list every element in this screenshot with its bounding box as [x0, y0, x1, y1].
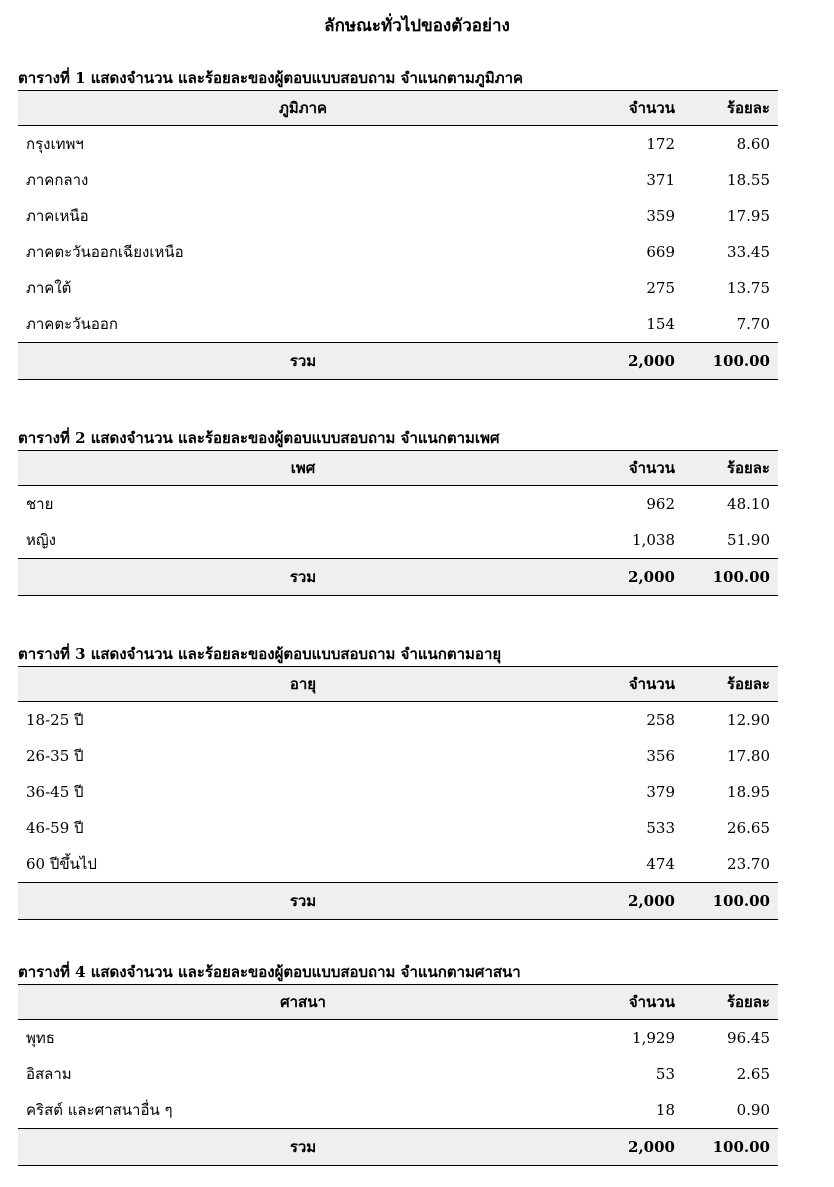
total-label: รวม: [18, 883, 588, 920]
row-count: 669: [646, 243, 675, 261]
column-header-percent: ร้อยละ: [683, 451, 778, 486]
row-percent: 18.55: [727, 171, 770, 189]
total-row: [18, 559, 778, 596]
row-label: อิสลาม: [26, 1065, 72, 1083]
table-caption: ตารางที่ 3 แสดงจำนวน และร้อยละของผู้ตอบแบบสอบถาม จำแนกตามอายุ: [18, 645, 502, 663]
total-percent: 100.00: [683, 883, 778, 920]
table-religion: [18, 960, 778, 1166]
column-header-count: จำนวน: [588, 667, 683, 702]
row-label: 46-59 ปี: [26, 819, 84, 837]
column-header-percent: ร้อยละ: [683, 91, 778, 126]
row-label: ชาย: [26, 495, 54, 513]
row-percent: 0.90: [736, 1101, 770, 1119]
row-count: 154: [646, 315, 675, 333]
row-label: 36-45 ปี: [26, 783, 84, 801]
table-row: [18, 702, 778, 739]
total-count: 2,000: [588, 883, 683, 920]
table-row: [18, 270, 778, 306]
row-percent: 17.95: [727, 207, 770, 225]
table-row: [18, 774, 778, 810]
row-percent: 8.60: [736, 135, 770, 153]
row-label: คริสต์ และศาสนาอื่น ๆ: [26, 1101, 173, 1119]
column-header-category: ภูมิภาค: [18, 91, 588, 126]
table-row: [18, 198, 778, 234]
column-header-count: จำนวน: [588, 91, 683, 126]
row-count: 474: [646, 855, 675, 873]
row-percent: 48.10: [727, 495, 770, 513]
row-count: 1,038: [632, 531, 675, 549]
page-title: ลักษณะทั่วไปของตัวอย่าง: [324, 16, 510, 36]
table-row: [18, 126, 778, 163]
table-row: [18, 1056, 778, 1092]
row-percent: 2.65: [736, 1065, 770, 1083]
table-header-row: [18, 451, 778, 486]
table-row: [18, 162, 778, 198]
total-label: รวม: [18, 559, 588, 596]
table-caption: ตารางที่ 2 แสดงจำนวน และร้อยละของผู้ตอบแบบสอบถาม จำแนกตามเพศ: [18, 429, 500, 447]
row-percent: 7.70: [736, 315, 770, 333]
row-label: พุทธ: [26, 1029, 55, 1047]
total-label: รวม: [18, 1129, 588, 1166]
table-row: [18, 846, 778, 883]
table-gender: [18, 426, 778, 596]
total-count: 2,000: [588, 1129, 683, 1166]
table-header-row: [18, 91, 778, 126]
row-percent: 12.90: [727, 711, 770, 729]
row-count: 1,929: [632, 1029, 675, 1047]
table-row: [18, 486, 778, 523]
row-percent: 18.95: [727, 783, 770, 801]
total-count: 2,000: [588, 559, 683, 596]
table-row: [18, 522, 778, 559]
column-header-category: เพศ: [18, 451, 588, 486]
table-row: [18, 306, 778, 343]
table-row: [18, 738, 778, 774]
total-percent: 100.00: [683, 1129, 778, 1166]
total-row: [18, 343, 778, 380]
data-table: [18, 984, 778, 1166]
table-row: [18, 1020, 778, 1057]
row-count: 53: [655, 1065, 675, 1083]
table-caption: ตารางที่ 1 แสดงจำนวน และร้อยละของผู้ตอบแบบสอบถาม จำแนกตามภูมิภาค: [18, 69, 524, 87]
row-count: 172: [646, 135, 675, 153]
row-label: กรุงเทพฯ: [26, 135, 84, 153]
row-percent: 96.45: [727, 1029, 770, 1047]
row-label: ภาคตะวันออก: [26, 315, 118, 333]
row-label: ภาคเหนือ: [26, 207, 89, 225]
total-count: 2,000: [588, 343, 683, 380]
total-percent: 100.00: [683, 559, 778, 596]
row-percent: 17.80: [727, 747, 770, 765]
column-header-percent: ร้อยละ: [683, 667, 778, 702]
table-row: [18, 234, 778, 270]
row-label: ภาคใต้: [26, 279, 72, 297]
table-header-row: [18, 667, 778, 702]
column-header-category: อายุ: [18, 667, 588, 702]
table-caption: ตารางที่ 4 แสดงจำนวน และร้อยละของผู้ตอบแบบสอบถาม จำแนกตามศาสนา: [18, 963, 521, 981]
table-age: [18, 642, 778, 920]
row-count: 258: [646, 711, 675, 729]
row-percent: 23.70: [727, 855, 770, 873]
row-count: 379: [646, 783, 675, 801]
row-count: 275: [646, 279, 675, 297]
column-header-count: จำนวน: [588, 451, 683, 486]
table-region: [18, 66, 778, 380]
row-count: 359: [646, 207, 675, 225]
row-percent: 33.45: [727, 243, 770, 261]
row-label: 60 ปีขึ้นไป: [26, 855, 97, 873]
column-header-count: จำนวน: [588, 985, 683, 1020]
table-header-row: [18, 985, 778, 1020]
column-header-category: ศาสนา: [18, 985, 588, 1020]
row-count: 962: [646, 495, 675, 513]
data-table: [18, 90, 778, 380]
table-row: [18, 1092, 778, 1129]
total-percent: 100.00: [683, 343, 778, 380]
row-label: ภาคกลาง: [26, 171, 89, 189]
row-percent: 26.65: [727, 819, 770, 837]
column-header-percent: ร้อยละ: [683, 985, 778, 1020]
table-row: [18, 810, 778, 846]
data-table: [18, 666, 778, 920]
total-row: [18, 1129, 778, 1166]
row-percent: 13.75: [727, 279, 770, 297]
total-row: [18, 883, 778, 920]
row-label: 26-35 ปี: [26, 747, 84, 765]
data-table: [18, 450, 778, 596]
row-count: 371: [646, 171, 675, 189]
total-label: รวม: [18, 343, 588, 380]
row-count: 356: [646, 747, 675, 765]
row-percent: 51.90: [727, 531, 770, 549]
row-label: 18-25 ปี: [26, 711, 84, 729]
row-count: 533: [646, 819, 675, 837]
row-label: ภาคตะวันออกเฉียงเหนือ: [26, 243, 184, 261]
row-label: หญิง: [26, 531, 56, 549]
row-count: 18: [655, 1101, 675, 1119]
